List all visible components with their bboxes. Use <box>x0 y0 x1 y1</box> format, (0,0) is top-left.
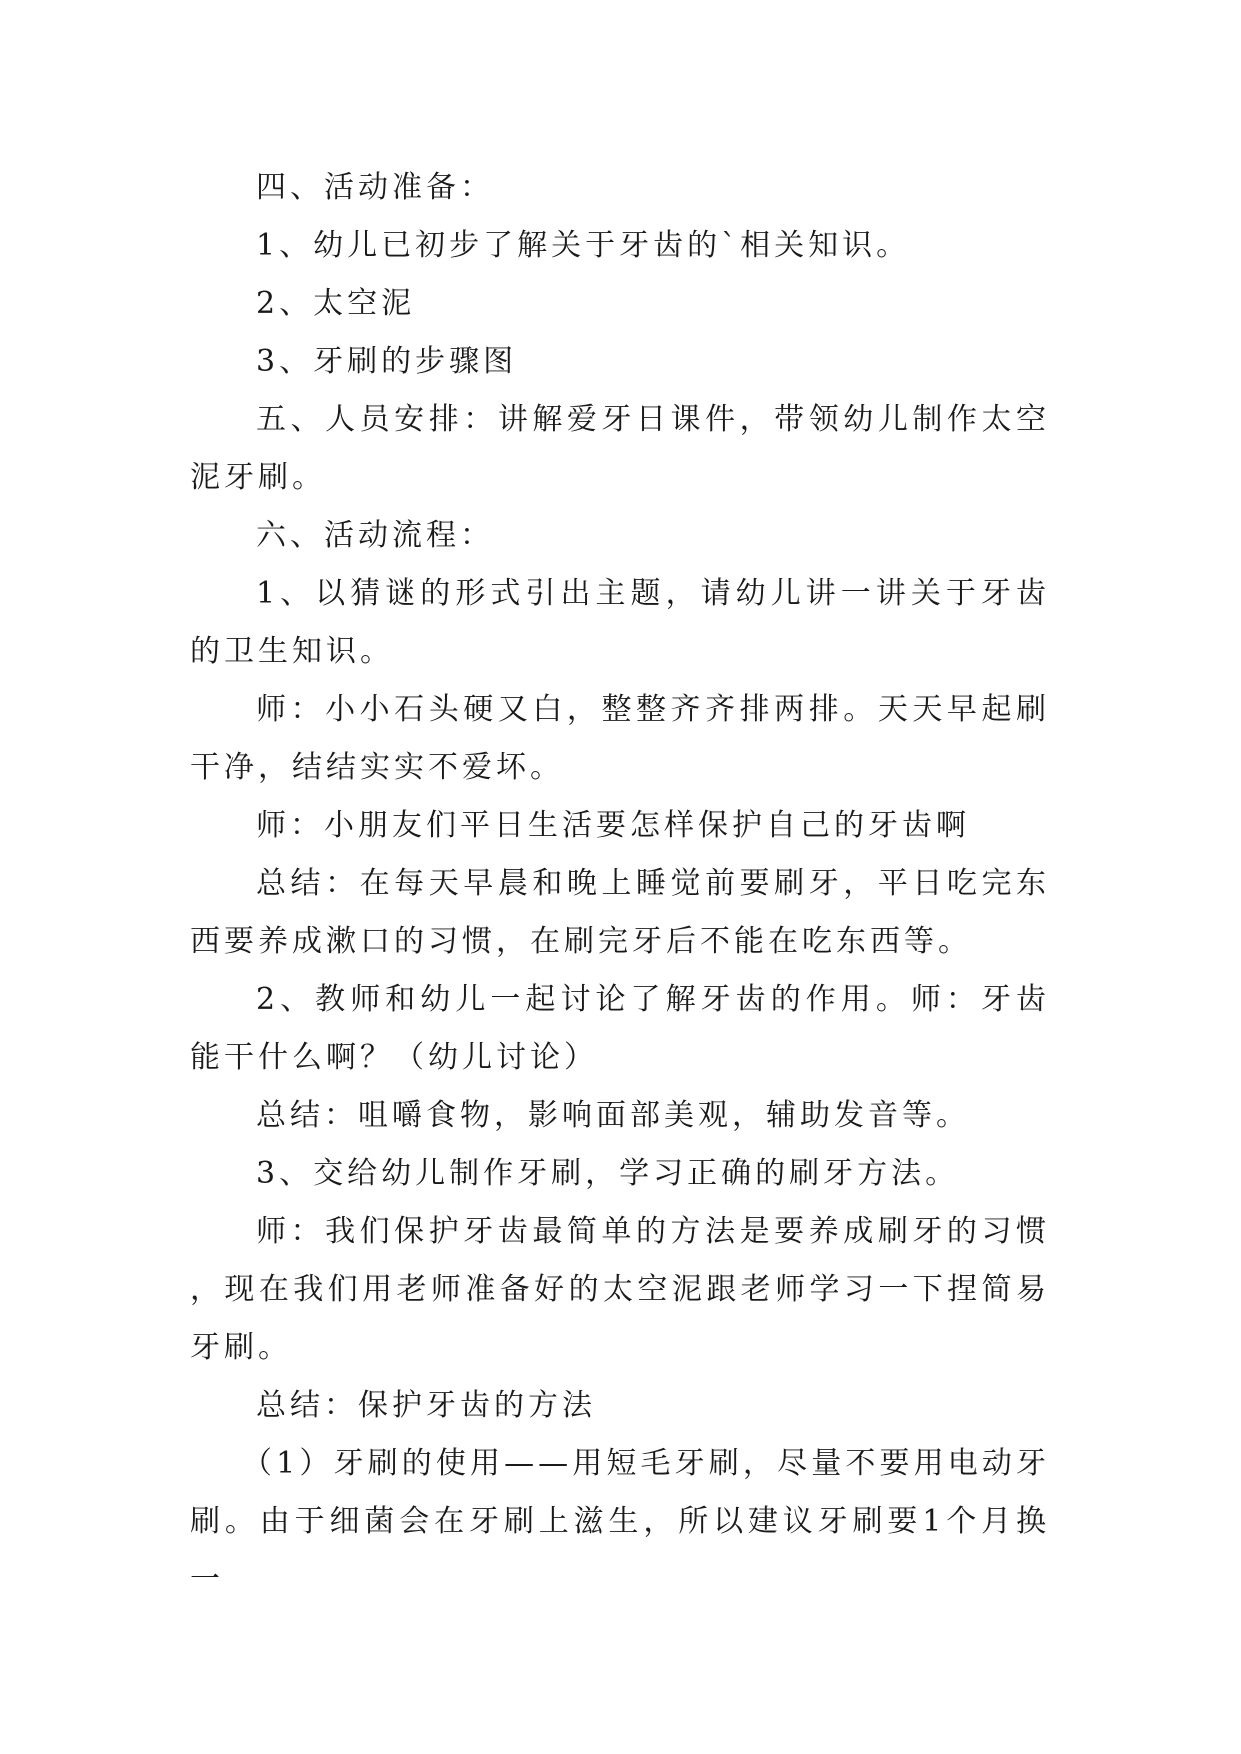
paragraph: 3、交给幼儿制作牙刷，学习正确的刷牙方法。 <box>256 1156 960 1191</box>
paragraph: 3、牙刷的步骤图 <box>256 344 518 379</box>
paragraph: 总结：咀嚼食物，影响面部美观，辅助发音等。 <box>256 1098 970 1133</box>
document-body <box>190 159 1050 1609</box>
paragraph: 2、太空泥 <box>256 286 416 321</box>
paragraph: 总结：在每天早晨和晚上睡觉前要刷牙，平日吃完东西要养成漱口的习惯，在刷完牙后不能在吃东西等。 <box>190 866 1050 959</box>
paragraph: 师：小小石头硬又白，整整齐齐排两排。天天早起刷干净，结结实实不爱坏。 <box>190 692 1050 785</box>
paragraph: （1）牙刷的使用——用短毛牙刷，尽量不要用电动牙刷。由于细菌会在牙刷上滋生，所以建议牙刷要1个月换一 <box>190 1446 1050 1597</box>
section-heading-process: 六、活动流程： <box>256 518 494 553</box>
paragraph: 总结：保护牙齿的方法 <box>256 1388 596 1423</box>
paragraph: 2、教师和幼儿一起讨论了解牙齿的作用。师：牙齿能干什么啊？（幼儿讨论） <box>190 982 1050 1075</box>
paragraph: 1、幼儿已初步了解关于牙齿的`相关知识。 <box>256 228 911 263</box>
section-heading-preparation: 四、活动准备： <box>256 170 494 205</box>
paragraph: 师：小朋友们平日生活要怎样保护自己的牙齿啊 <box>256 808 970 843</box>
paragraph: 1、以猜谜的形式引出主题，请幼儿讲一讲关于牙齿的卫生知识。 <box>190 576 1050 669</box>
section-heading-staffing: 五、人员安排：讲解爱牙日课件，带领幼儿制作太空泥牙刷。 <box>190 402 1050 495</box>
paragraph: 师：我们保护牙齿最简单的方法是要养成刷牙的习惯，现在我们用老师准备好的太空泥跟老师学习一下捏简易牙刷。 <box>190 1214 1050 1365</box>
